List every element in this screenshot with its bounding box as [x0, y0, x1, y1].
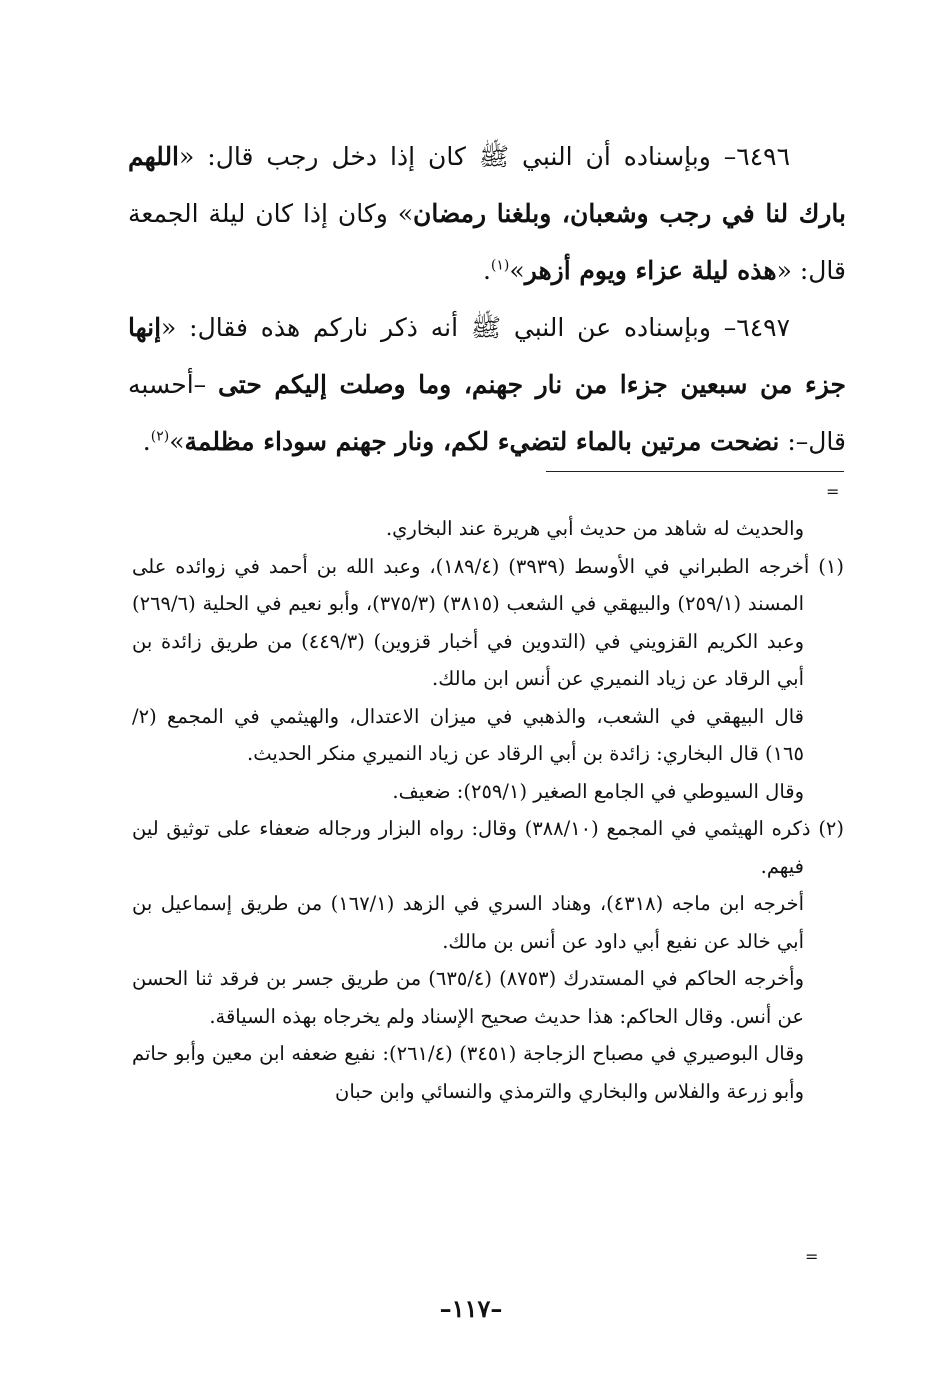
hadith-6497-intro: ٦٤٩٧– وبإسناده عن النبي ﷺ أنه ذكر ناركم هذه فقال: «: [161, 313, 790, 342]
footnote-2-text: ذكره الهيثمي في المجمع (٣٨٨/١٠) وقال: رواه البزار ورجاله ضعفاء على توثيق لين فيهم.: [132, 817, 811, 878]
footnote-ref-1[interactable]: (١): [490, 257, 510, 274]
hadith-6496-quote-2: هذه ليلة عزاء ويوم أزهر: [524, 256, 777, 285]
hadith-6497: [128, 299, 846, 470]
hadith-6496-quote-1: اللهم بارك لنا في رجب وشعبان، وبلغنا رمضان: [128, 142, 847, 228]
footnote-2-para-4: وقال البوصيري في مصباح الزجاجة (٣٤٥١) (٢٦١/٤): نفيع ضعفه ابن معين وأبو حاتم وأبو زرعة والفلاس والبخاري والترمذي والنسائي وابن حبان: [132, 1042, 804, 1103]
footnote-1-number: (١): [818, 554, 844, 578]
footnote-2: [132, 810, 844, 885]
hadith-6497-mid: –أحسبه قال–:: [128, 370, 846, 456]
footnote-1-para-2: قال البيهقي في الشعب، والذهبي في ميزان الاعتدال، والهيثمي في المجمع (٢/ ١٦٥) قال البخاري: زائدة بن أبي الرقاد عن زياد النميري منكر الحديث.: [132, 704, 804, 765]
hadith-6496-close: »: [509, 256, 525, 285]
hadith-6497-quote-1: إنها جزء من سبعين جزءا من نار جهنم، وما وصلت إليكم حتى: [128, 313, 846, 399]
footnote-ref-2[interactable]: (٢): [150, 428, 170, 445]
hadith-6497-close: »: [169, 427, 185, 456]
footnote-2-para-2: أخرجه ابن ماجه (٤٣١٨)، وهناد السري في الزهد (١٦٧/١) من طريق إسماعيل بن أبي خالد عن نفيع أبي داود عن أنس بن مالك.: [132, 892, 804, 953]
hadith-6497-end: .: [142, 427, 151, 456]
hadith-6496-mid: » وكان إذا كان ليلة الجمعة قال: «: [128, 199, 846, 285]
hadith-6496: [128, 128, 846, 299]
continuation-mark: =: [826, 482, 840, 501]
hadith-6497-quote-2: نضحت مرتين بالماء لتضيء لكم، ونار جهنم سوداء مظلمة: [184, 427, 780, 456]
footnote-1-para-3: وقال السيوطي في الجامع الصغير (٢٥٩/١): ضعيف.: [392, 779, 804, 803]
page-number: –١١٧–: [439, 1294, 503, 1323]
footnote-1: [132, 548, 844, 698]
continuation-mark-end: =: [805, 1247, 819, 1266]
hadith-6496-end: .: [482, 256, 491, 285]
footnote-2-number: (٢): [818, 817, 845, 840]
main-text: [128, 128, 846, 470]
footnote-carryover: والحديث له شاهد من حديث أبي هريرة عند البخاري.: [385, 517, 804, 540]
footnotes: [132, 510, 844, 1110]
footnote-separator: [546, 471, 844, 472]
hadith-6496-intro: ٦٤٩٦– وبإسناده أن النبي ﷺ كان إذا دخل رجب قال: «: [179, 142, 790, 171]
footnote-1-text: أخرجه الطبراني في الأوسط (٣٩٣٩) (١٨٩/٤)، وعبد الله بن أحمد في زوائده على المسند (٢٥٩/١) والبيهقي في الشعب (٣٨١٥) (٣٧٥/٣)، وأبو نعيم في الحلية (٢٦٩/٦) وعبد الكريم القزويني في (التدوين في أخبار قزوين) (٤٤٩/٣) من طريق زائدة بن أبي الرقاد عن زياد النميري عن أنس ابن مالك.: [132, 554, 810, 690]
footnote-2-para-3: وأخرجه الحاكم في المستدرك (٨٧٥٣) (٦٣٥/٤) من طريق جسر بن فرقد ثنا الحسن عن أنس. وقال الحاكم: هذا حديث صحيح الإسناد ولم يخرجاه بهذه السياقة.: [132, 967, 804, 1028]
